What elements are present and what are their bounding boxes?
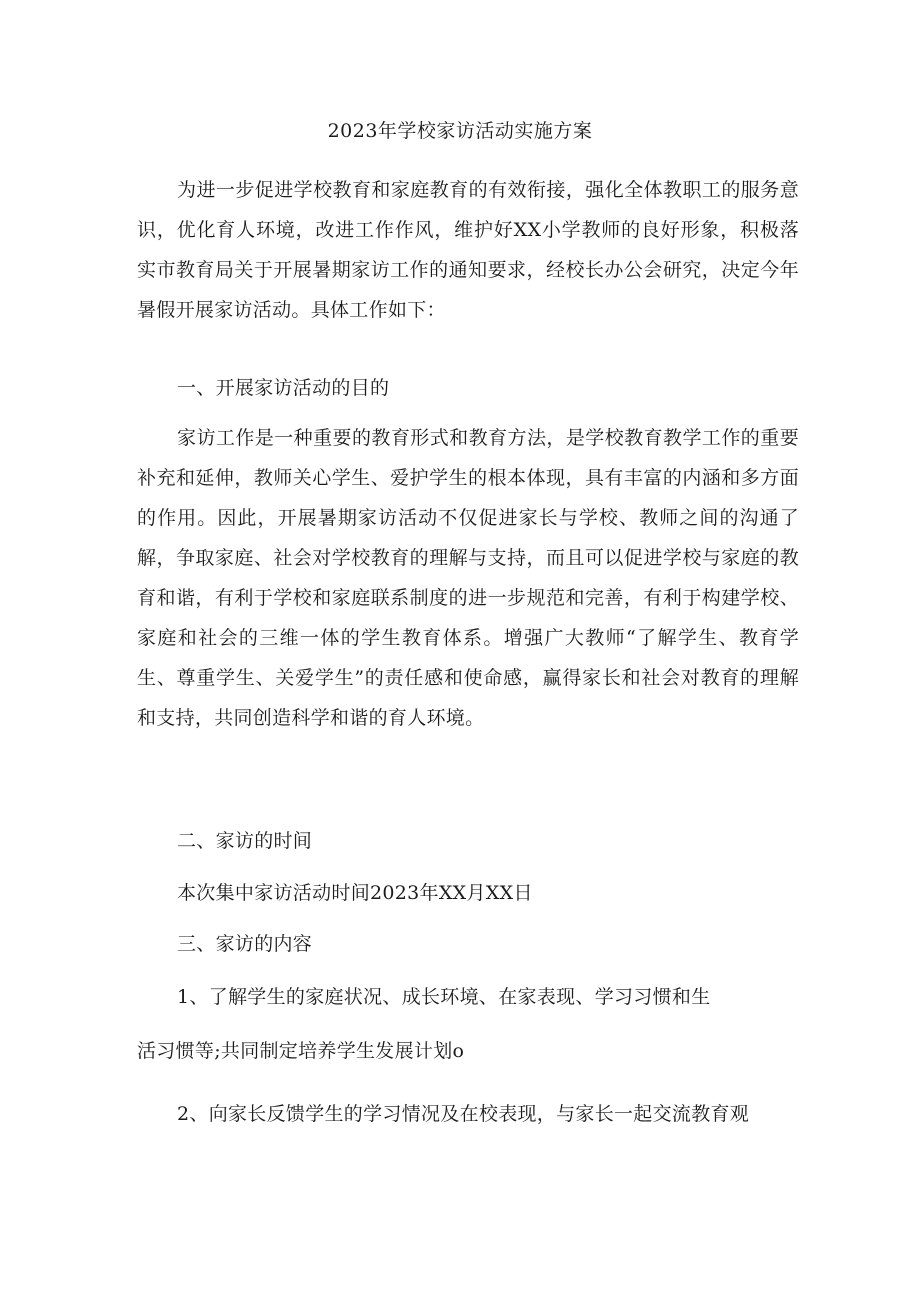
section2-paragraph: 本次集中家访活动时间2023年XX月XX日 <box>177 882 533 904</box>
intro-paragraph: 为进一步促进学校教育和家庭教育的有效衔接，强化全体教职工的服务意识，优化育人环境，改进工作作风，维护好XX小学教师的良好形象，积极落实市教育局关于开展暑期家访工作的通知要求，经校长办公会研究，决定今年暑假开展家访活动。具体工作如下： <box>137 179 799 321</box>
item1-line1: 1、了解学生的家庭状况、成长环境、在家表现、学习习惯和生 <box>177 986 711 1008</box>
item1-line2: 活习惯等;共同制定培养学生发展计划o <box>137 1040 465 1062</box>
document-title: 2023年学校家访活动实施方案 <box>327 120 593 142</box>
item2-line1: 2、向家长反馈学生的学习情况及在校表现，与家长一起交流教育观 <box>177 1103 750 1125</box>
section2-heading: 二、家访的时间 <box>177 830 313 852</box>
section1-paragraph: 家访工作是一种重要的教育形式和教育方法，是学校教育教学工作的重要补充和延伸，教师关心学生、爱护学生的根本体现，具有丰富的内涵和多方面的作用。因此，开展暑期家访活动不仅促进家长与学校、教师之间的沟通了解，争取家庭、社会对学校教育的理解与支持，而且可以促进学校与家庭的教育和谐，有利于学校和家庭联系制度的进一步规范和完善，有利于构建学校、家庭和社会的三维一体的学生教育体系。增强广大教师“了解学生、教育学生、尊重学生、关爱学生”的责任感和使命感，赢得家长和社会对教育的理解和支持，共同创造科学和谐的育人环境。 <box>137 427 799 729</box>
section1-heading: 一、开展家访活动的目的 <box>177 377 390 399</box>
section3-heading: 三、家访的内容 <box>177 933 313 955</box>
